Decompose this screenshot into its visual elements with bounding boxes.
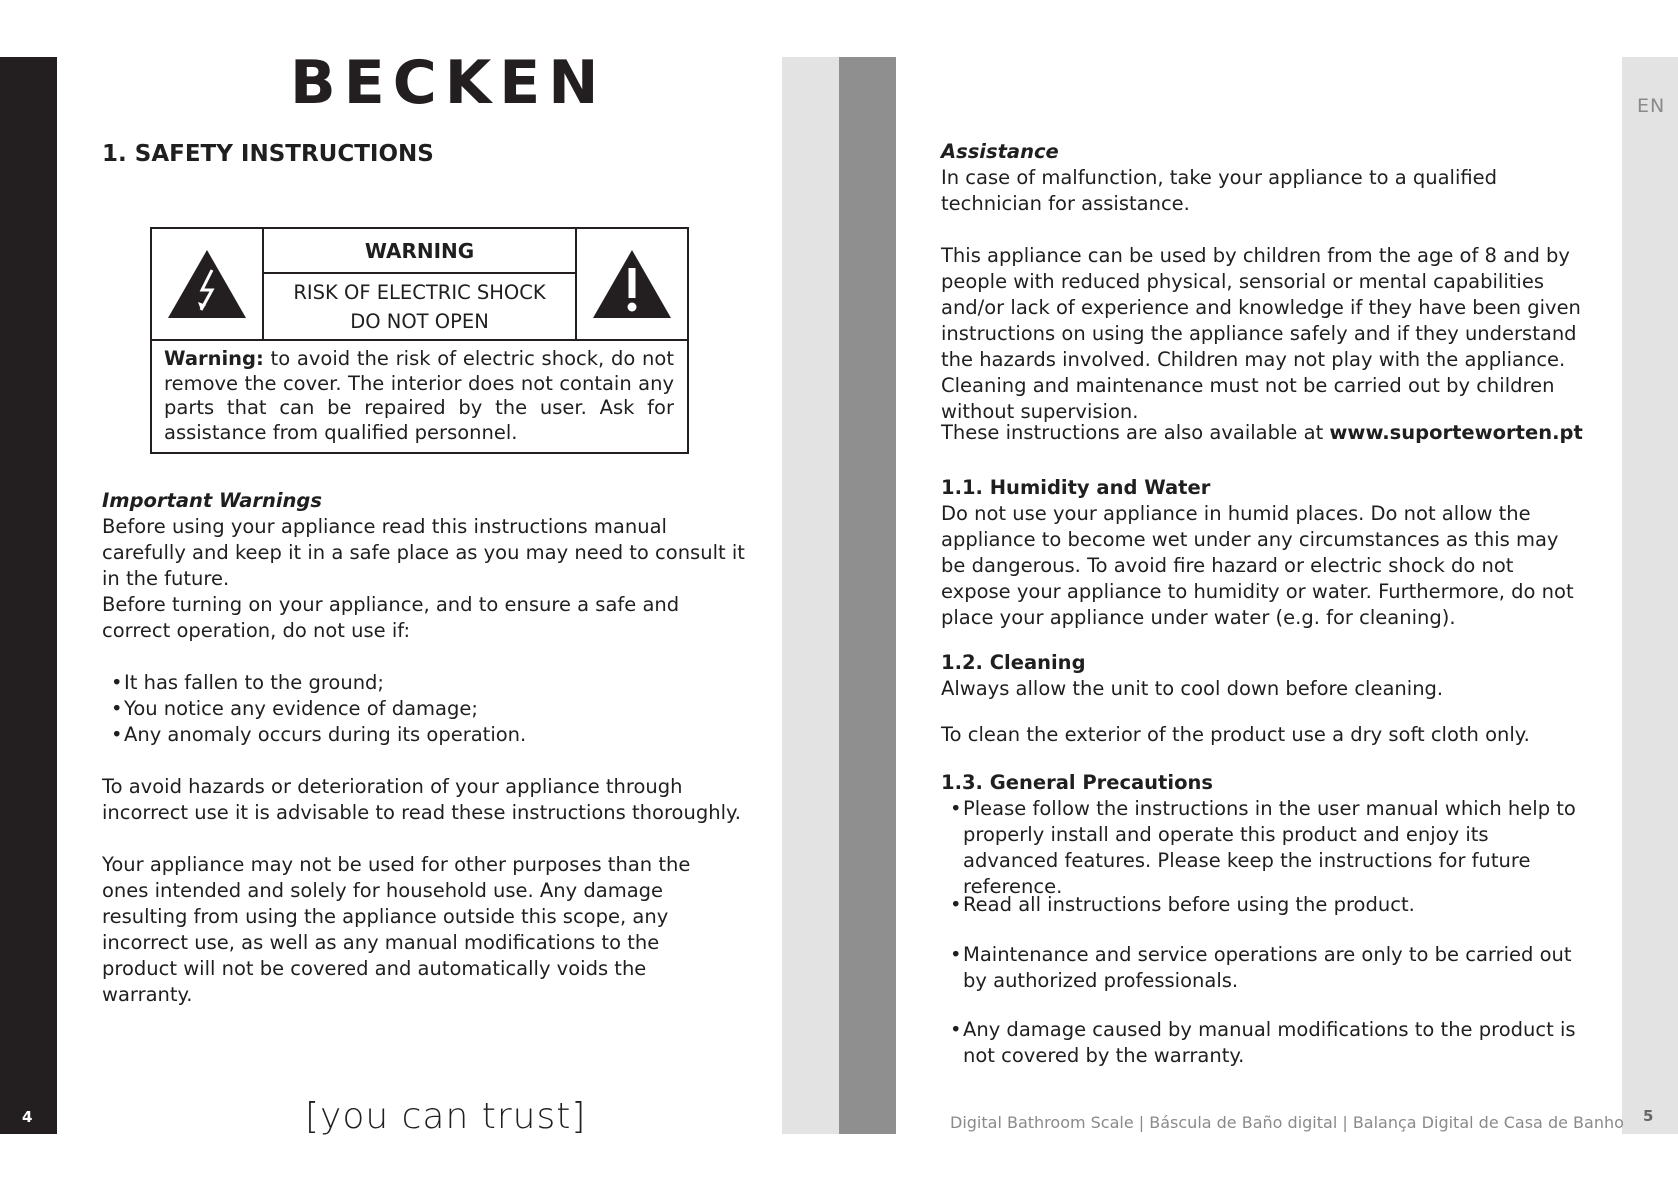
precautions-list-2 — [941, 892, 1581, 918]
support-url: www.suporteworten.pt — [1329, 421, 1583, 444]
list-item: • Please follow the instructions in the user manual which help to properly install and operate this product and enjoy its advanced features. Please keep the instructions for future reference. — [941, 796, 1581, 900]
availability-line — [941, 420, 1601, 446]
assistance-block — [941, 139, 1581, 217]
list-item: • You notice any evidence of damage; — [102, 696, 742, 722]
section-heading: 1. SAFETY INSTRUCTIONS — [102, 141, 434, 167]
list-item: • Any anomaly occurs during its operation. — [102, 722, 742, 748]
warning-body — [164, 347, 674, 445]
precautions-section — [941, 770, 1581, 900]
risk-line-2: DO NOT OPEN — [350, 310, 489, 333]
exclamation-warning-icon — [591, 248, 673, 320]
list-item: • Read all instructions before using the product. — [941, 892, 1581, 918]
list-item: • It has fallen to the ground; — [102, 670, 742, 696]
paragraph-before-turning-on: Before turning on your appliance, and to ensure a safe and correct operation, do not use if: — [102, 593, 680, 642]
humidity-section — [941, 475, 1581, 631]
cleaning-section — [941, 650, 1581, 702]
language-tag: EN — [1637, 95, 1666, 117]
list-item: • Any damage caused by manual modifications to the product is not covered by the warranty. — [941, 1017, 1581, 1069]
precautions-list-3 — [941, 942, 1581, 994]
warning-title-cell — [264, 229, 575, 339]
precautions-heading: 1.3. General Precautions — [941, 771, 1213, 794]
cleaning-text-1: Always allow the unit to cool down before cleaning. — [941, 677, 1444, 700]
right-margin-bar — [1622, 57, 1678, 1134]
page-number-right: 5 — [1643, 1107, 1654, 1125]
warning-box-header — [152, 229, 687, 341]
important-warnings-heading: Important Warnings — [102, 489, 322, 512]
paragraph-intended-use: Your appliance may not be used for other purposes than the ones intended and solely for household use. Any damage resulting from using the appliance outside this scope, any incorrect use, as well as any manual modifications to the product will not be covered and automatically voids the warranty. — [102, 853, 691, 1006]
spine-gray-bar — [839, 57, 896, 1134]
humidity-heading: 1.1. Humidity and Water — [941, 476, 1211, 499]
precautions-list-4 — [941, 1017, 1581, 1069]
exclamation-symbol-cell — [575, 229, 687, 339]
brand-tagline: [you can trust] — [305, 1096, 587, 1137]
warning-box — [150, 227, 689, 454]
paragraph-read-manual: Before using your appliance read this instructions manual carefully and keep it in a safe place as you may need to consult it in the future. — [102, 515, 745, 590]
list-item: • Maintenance and service operations are only to be carried out by authorized professionals. — [941, 942, 1581, 994]
paragraph-avoid-hazards: To avoid hazards or deterioration of your appliance through incorrect use it is advisable to read these instructions thoroughly. — [102, 775, 741, 824]
important-warnings-block — [102, 488, 752, 592]
risk-line-1: RISK OF ELECTRIC SHOCK — [293, 281, 546, 304]
brand-logo: BECKEN — [290, 48, 607, 118]
page-number-left: 4 — [22, 1108, 33, 1126]
footer-product-title: Digital Bathroom Scale | Báscula de Baño digital | Balança Digital de Casa de Banho — [950, 1113, 1624, 1132]
cleaning-text-2: To clean the exterior of the product use a dry soft cloth only. — [941, 723, 1530, 746]
left-margin-bar — [0, 57, 57, 1134]
shock-symbol-cell — [152, 229, 264, 339]
assistance-heading: Assistance — [941, 140, 1059, 163]
spine-light-bar — [782, 57, 839, 1134]
children-paragraph: This appliance can be used by children from the age of 8 and by people with reduced physical, sensorial or mental capabilities and/or lack of experience and knowledge if they have been given instructions on using the appliance safely and if they understand the hazards involved. Children may not play with the appliance. Cleaning and maintenance must not be carried out by children without supervision. — [941, 244, 1581, 423]
warning-body-text: to avoid the risk of electric shock, do not remove the cover. The interior does not contain any parts that can be repaired by the user. Ask for assistance from qualified personnel. — [164, 347, 674, 444]
assistance-text: In case of malfunction, take your appliance to a qualified technician for assistance. — [941, 166, 1498, 215]
do-not-use-list — [102, 670, 742, 748]
warning-title: WARNING — [264, 229, 575, 274]
electric-shock-icon — [166, 248, 248, 320]
warning-risk-text — [264, 278, 575, 336]
humidity-text: Do not use your appliance in humid places. Do not allow the appliance to become wet under any circumstances as this may be dangerous. To avoid fire hazard or electric shock do not expose your appliance to humidity or water. Furthermore, do not place your appliance under water (e.g. for cleaning). — [941, 502, 1574, 629]
cleaning-heading: 1.2. Cleaning — [941, 651, 1086, 674]
availability-text: These instructions are also available at — [941, 421, 1330, 444]
warning-label: Warning: — [164, 347, 264, 370]
